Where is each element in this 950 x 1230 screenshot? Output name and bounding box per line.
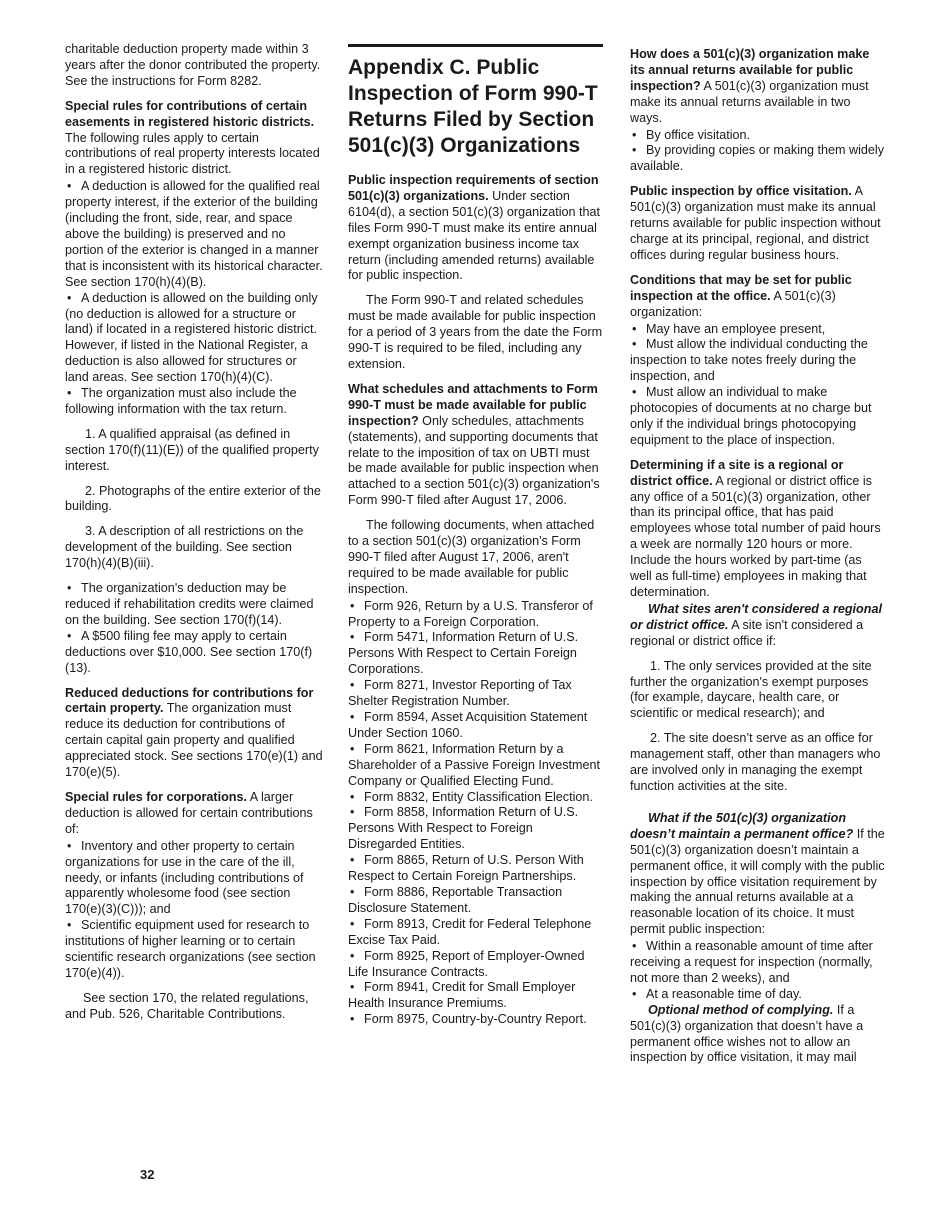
list-item: • Inventory and other property to certain organizations for use in the care of the ill, needy, or infants (including contributions of apparently wholesome food (see section 170(e)(3)(C))); and [65, 839, 323, 919]
title-rule [348, 44, 603, 47]
section-heading: Reduced deductions for contributions for certain property. [65, 685, 314, 716]
page-number: 32 [140, 1167, 155, 1182]
list-item: • Form 8621, Information Return by a Shareholder of a Passive Foreign Investment Company or Qualified Electing Fund. [348, 742, 603, 790]
paragraph: The following documents, when attached to a section 501(c)(3) organization's Form 990-T filed after August 17, 2006, aren't required to be made available for public inspection. [348, 518, 595, 596]
list-item: • A deduction is allowed on the building only (no deduction is allowed for a structure or land) if located in a registered historic district. However, if listed in the National Register, a deduction is also allowed for structures or land areas. See section 170(h)(4)(C). [65, 291, 323, 386]
list-item: • Form 8913, Credit for Federal Telephone Excise Tax Paid. [348, 917, 603, 949]
schedules-section [348, 382, 603, 509]
section-text: Only schedules, attachments (statements), and supporting documents that relate to the imposition of tax on UBTI must be made available for public inspection when attached to a section 501(c)(3) organization's Form 990-T filed after August 17, 2006. [348, 413, 600, 508]
section-heading: Determining if a site is a regional or district office. [630, 457, 844, 488]
column-middle [348, 44, 603, 1028]
section-heading: Public inspection requirements of section 501(c)(3) organizations. [348, 173, 599, 203]
section-text: If a 501(c)(3) organization that doesn’t have a permanent office wishes not to allow an inspection by office visitation, it may mail [630, 1002, 864, 1065]
list-item: • Scientific equipment used for research to institutions of higher learning or to certain scientific research organizations (see section 170(e)(4)). [65, 918, 323, 982]
section-heading: Special rules for contributions of certain easements in registered historic districts. [65, 98, 315, 129]
list-item: • Form 8858, Information Return of U.S. Persons With Respect to Foreign Disregarded Entities. [348, 805, 603, 853]
appendix-title: Appendix C. Public Inspection of Form 990-T Returns Filed by Section 501(c)(3) Organizations [348, 56, 598, 157]
list-item: • The organization's deduction may be reduced if rehabilitation credits were claimed on the building. See section 170(f)(14). [65, 581, 323, 629]
list-item: • Form 8865, Return of U.S. Person With Respect to Certain Foreign Partnerships. [348, 853, 603, 885]
list-item: • Form 5471, Information Return of U.S. Persons With Respect to Certain Foreign Corporations. [348, 630, 603, 678]
list-item: • Form 926, Return by a U.S. Transferor of Property to a Foreign Corporation. [348, 599, 603, 631]
list-item: • Form 8941, Credit for Small Employer Health Insurance Premiums. [348, 980, 603, 1012]
paragraph: charitable deduction property made within 3 years after the donor contributed the property. See the instructions for Form 8282. [65, 42, 321, 88]
section-text: A 501(c)(3) organization must make its annual returns available for public inspection without charge at its principal, regional, and district offices during regular business hours. [630, 184, 881, 262]
list-item: • A deduction is allowed for the qualified real property interest, if the exterior of the building (including the front, side, rear, and space above the building) is preserved and no portion of the exterior is changed in a manner that is inconsistent with its historical character. See section 170(h)(4)(B). [65, 179, 323, 290]
list-item: • Within a reasonable amount of time after receiving a request for inspection (normally, not more than 2 weeks), and [630, 939, 886, 987]
section-text: A 501(c)(3) organization: [630, 288, 836, 319]
section-text: The organization must reduce its deduction for contributions of certain capital gain property and qualified appreciated stock. See sections 170(e)(1) and 170(e)(5). [65, 701, 323, 780]
list-item: • A $500 filing fee may apply to certain deductions over $10,000. See section 170(f)(13). [65, 629, 323, 677]
section-heading: What schedules and attachments to Form 990-T must be made available for public inspection? [348, 381, 598, 428]
conditions-section [630, 273, 886, 321]
not-regional-section [630, 602, 886, 650]
section-text: The following rules apply to certain contributions of real property interests located in a registered historic district. [65, 130, 320, 177]
section-heading: Optional method of complying. [648, 1002, 834, 1017]
section-heading: How does a 501(c)(3) organization make its annual returns available for public inspection? [630, 47, 870, 93]
list-item: • By office visitation. [630, 128, 886, 144]
easements-section [65, 99, 323, 179]
numbered-item: 1. A qualified appraisal (as defined in section 170(f)(11)(E)) of the qualified property interest. [65, 426, 319, 473]
list-item: • May have an employee present, [630, 322, 886, 338]
excluded-forms-list [348, 599, 603, 1028]
list-item: • Must allow the individual conducting the inspection to take notes freely during the inspection, and [630, 337, 886, 385]
requirements-section [348, 173, 603, 284]
list-item: • By providing copies or making them widely available. [630, 143, 886, 175]
list-item: • The organization must also include the following information with the tax return. [65, 386, 323, 418]
numbered-item: 2. The site doesn’t serve as an office for management staff, other than managers who are involved only in managing the exempt function activities at the site. [630, 731, 881, 793]
section-heading: Special rules for corporations. [65, 789, 247, 804]
office-visitation-section [630, 184, 886, 264]
paragraph: See section 170, the related regulations, and Pub. 526, Charitable Contributions. [65, 990, 309, 1021]
numbered-item: 3. A description of all restrictions on the development of the building. See section 170(h)(4)(B)(iii). [65, 524, 304, 571]
section-text: A site isn't considered a regional or district office if: [630, 617, 864, 648]
determining-section [630, 458, 886, 601]
list-item: • Form 8975, Country-by-Country Report. [348, 1012, 603, 1028]
numbered-item: 1. The only services provided at the site further the organization's exempt purposes (for example, daycare, health care, or scientific or medical research); and [630, 658, 872, 721]
list-item: • Must allow an individual to make photocopies of documents at no charge but only if the individual brings photocopying equipment to the place of inspection. [630, 385, 886, 449]
section-text: A regional or district office is any office of a 501(c)(3) organization, other than its principal office, that has paid employees whose total number of paid hours a week are normally 120 hours or more. Include the hours worked by part-time (as well as full-time) employees in making that determination. [630, 473, 881, 599]
corporations-section [65, 790, 323, 838]
column-right [630, 47, 886, 1075]
list-item: • Form 8594, Asset Acquisition Statement Under Section 1060. [348, 710, 603, 742]
list-item: • Form 8832, Entity Classification Election. [348, 790, 603, 806]
section-heading: Public inspection by office visitation. [630, 184, 852, 199]
reduced-deductions-section [65, 686, 323, 781]
section-text: A larger deduction is allowed for certain contributions of: [65, 789, 313, 836]
section-text: Under section 6104(d), a section 501(c)(3) organization that files Form 990-T must make its entire annual exempt organization business income tax return (including amended returns) available for public inspection. [348, 188, 601, 283]
list-item: • Form 8886, Reportable Transaction Disclosure Statement. [348, 885, 603, 917]
list-item: • Form 8925, Report of Employer-Owned Life Insurance Contracts. [348, 949, 603, 981]
section-heading: Conditions that may be set for public inspection at the office. [630, 272, 852, 303]
section-text: If the 501(c)(3) organization doesn’t maintain a permanent office, it will comply with the public inspection by office visitation requirement by making the annual returns available at a reasonable location of its choice. It must permit public inspection: [630, 826, 885, 937]
list-item: • Form 8271, Investor Reporting of Tax Shelter Registration Number. [348, 678, 603, 710]
section-heading: What if the 501(c)(3) organization doesn’t maintain a permanent office? [630, 810, 854, 841]
how-section [630, 47, 886, 127]
no-permanent-office-section [630, 811, 886, 938]
optional-method-section [630, 1003, 886, 1067]
section-text: A 501(c)(3) organization must make its annual returns available in two ways. [630, 78, 869, 125]
paragraph: The Form 990-T and related schedules must be made available for public inspection for a period of 3 years from the date the Form 990-T is required to be filed, including any extension. [348, 293, 603, 371]
list-item: • At a reasonable time of day. [630, 987, 886, 1003]
section-heading: What sites aren't considered a regional or district office. [630, 601, 882, 632]
numbered-item: 2. Photographs of the entire exterior of the building. [65, 483, 321, 514]
column-left [65, 42, 323, 1032]
